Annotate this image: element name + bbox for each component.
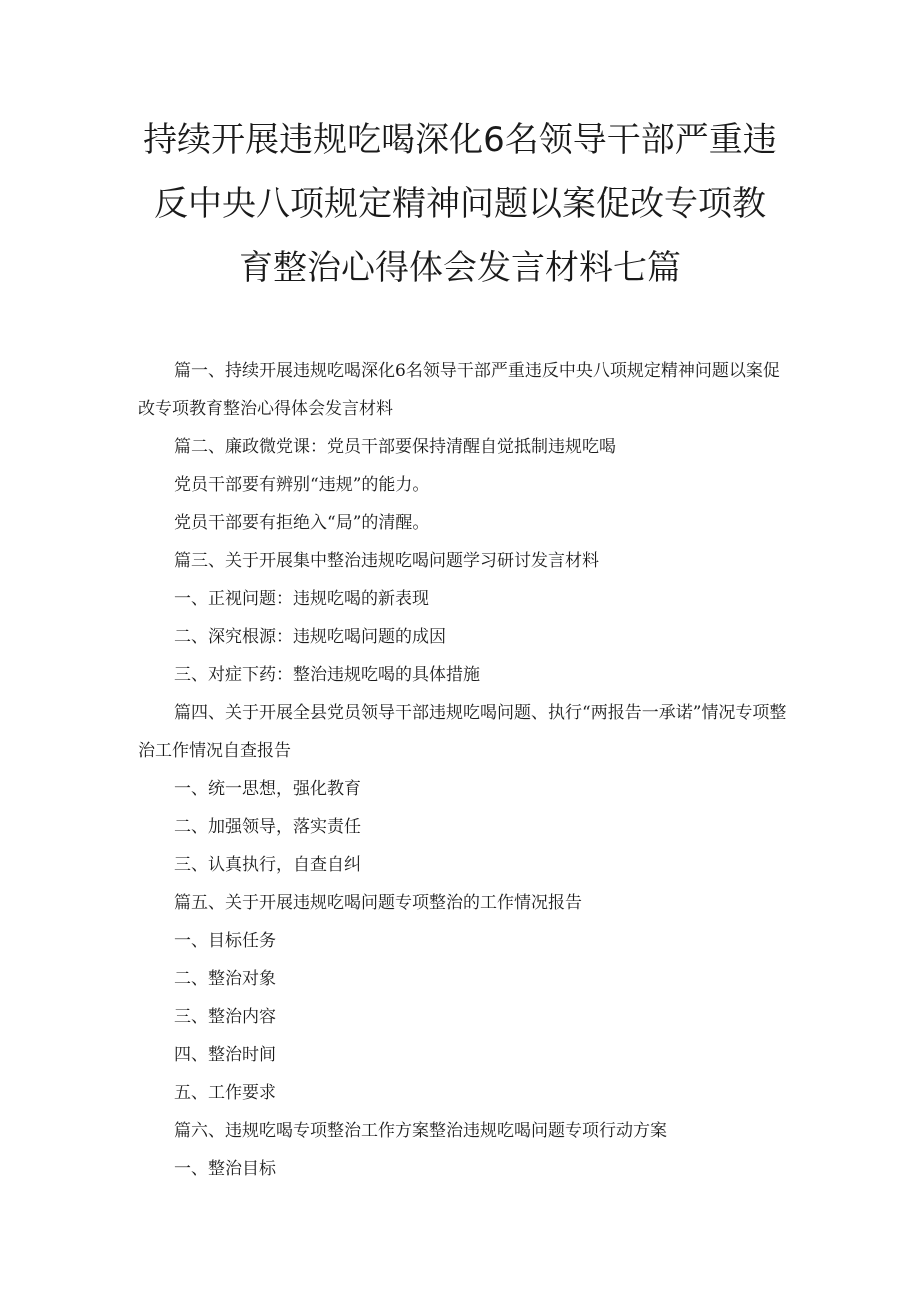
- toc-line: 三、对症下药：整治违规吃喝的具体措施: [174, 665, 480, 685]
- toc-line: 三、认真执行，自查自纠: [174, 855, 361, 875]
- title-line-3: 育整治心得体会发言材料七篇: [239, 248, 681, 288]
- toc-line: 五、工作要求: [174, 1083, 276, 1103]
- toc-line: 一、目标任务: [174, 931, 276, 951]
- toc-line: 篇一、持续开展违规吃喝深化6名领导干部严重违反中央八项规定精神问题以案促改专项教育整治心得体会发言材料: [138, 361, 780, 419]
- toc-line: 篇五、关于开展违规吃喝问题专项整治的工作情况报告: [174, 893, 582, 913]
- toc-line: 二、深究根源：违规吃喝问题的成因: [174, 627, 446, 647]
- table-of-contents: [138, 352, 788, 1188]
- toc-line: 篇三、关于开展集中整治违规吃喝问题学习研讨发言材料: [174, 551, 599, 571]
- document-title: [120, 108, 800, 300]
- toc-line: 二、加强领导，落实责任: [174, 817, 361, 837]
- toc-line: 一、正视问题：违规吃喝的新表现: [174, 589, 429, 609]
- toc-line: 四、整治时间: [174, 1045, 276, 1065]
- title-line-1: 持续开展违规吃喝深化6名领导干部严重违: [143, 120, 777, 160]
- toc-line: 三、整治内容: [174, 1007, 276, 1027]
- toc-line: 党员干部要有拒绝入“局”的清醒。: [174, 513, 430, 533]
- toc-line: 篇四、关于开展全县党员领导干部违规吃喝问题、执行“两报告一承诺”情况专项整治工作情况自查报告: [138, 703, 787, 761]
- toc-line: 一、统一思想，强化教育: [174, 779, 361, 799]
- toc-line: 篇六、违规吃喝专项整治工作方案整治违规吃喝问题专项行动方案: [174, 1121, 667, 1141]
- toc-line: 一、整治目标: [174, 1159, 276, 1179]
- toc-line: 二、整治对象: [174, 969, 276, 989]
- title-line-2: 反中央八项规定精神问题以案促改专项教: [154, 184, 766, 224]
- toc-line: 篇二、廉政微党课：党员干部要保持清醒自觉抵制违规吃喝: [174, 437, 616, 457]
- toc-line: 党员干部要有辨别“违规”的能力。: [174, 475, 430, 495]
